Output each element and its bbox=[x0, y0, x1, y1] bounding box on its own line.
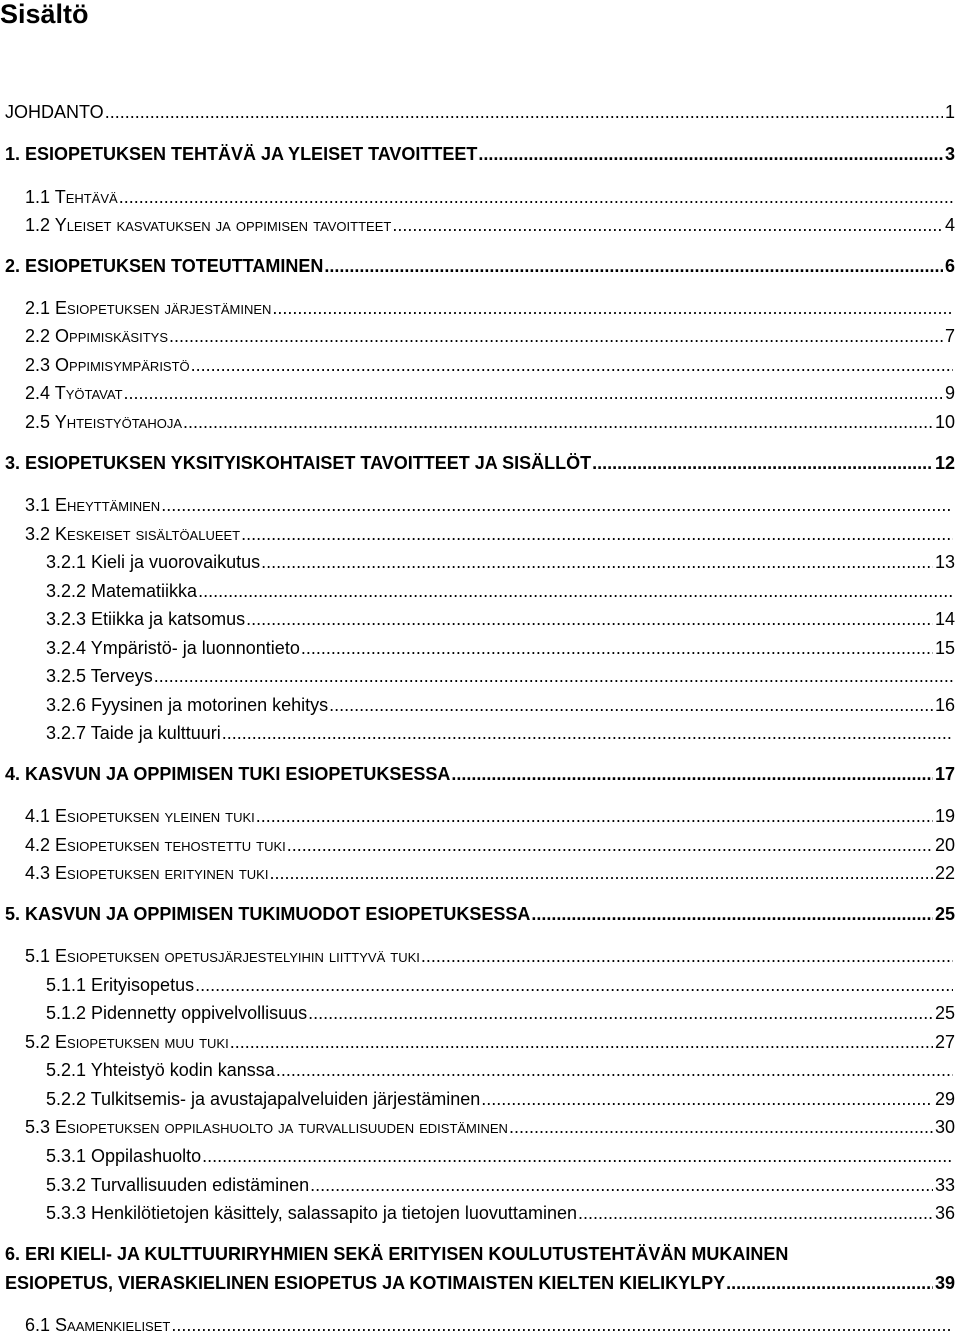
toc-leader-dots bbox=[124, 380, 943, 406]
toc-page-number: 22 bbox=[934, 863, 955, 883]
toc-entry[interactable] bbox=[5, 1270, 955, 1296]
toc-leader-dots bbox=[246, 606, 933, 632]
toc-leader-dots bbox=[202, 1143, 953, 1169]
toc-leader-dots bbox=[301, 635, 933, 661]
toc-entry[interactable] bbox=[25, 1312, 955, 1338]
toc-leader-dots bbox=[531, 901, 933, 927]
toc-entry-title: 4.2 Esiopetuksen tehostettu tuki bbox=[25, 835, 286, 855]
toc-page-number: 12 bbox=[934, 453, 955, 473]
toc-entry[interactable] bbox=[5, 99, 955, 125]
toc-entry[interactable] bbox=[46, 720, 955, 746]
toc-entry[interactable] bbox=[46, 635, 955, 661]
toc-entry-title: 3.2 Keskeiset sisältöalueet bbox=[25, 524, 241, 544]
toc-leader-dots bbox=[222, 720, 953, 746]
toc-entry-title: 5.3 Esiopetuksen oppilashuolto ja turvallisuuden edistäminen bbox=[25, 1117, 508, 1137]
toc-leader-dots bbox=[161, 492, 953, 518]
toc-entry[interactable] bbox=[46, 1143, 955, 1169]
toc-entry-title: 4.3 Esiopetuksen erityinen tuki bbox=[25, 863, 269, 883]
toc-entry-title: 2.4 Työtavat bbox=[25, 383, 123, 403]
toc-entry-title: 6.1 Saamenkieliset bbox=[25, 1315, 171, 1335]
toc-entry-title: 2.1 Esiopetuksen järjestäminen bbox=[25, 298, 272, 318]
toc-entry-title: 1.2 Yleiset kasvatuksen ja oppimisen tavoitteet bbox=[25, 215, 392, 235]
toc-leader-dots bbox=[478, 141, 943, 167]
toc-entry[interactable] bbox=[5, 141, 955, 167]
toc-entry-title: 5.1.2 Pidennetty oppivelvollisuus bbox=[46, 1003, 308, 1023]
toc-page-number: 4 bbox=[944, 215, 955, 235]
toc-entry[interactable] bbox=[46, 692, 955, 718]
toc-leader-dots bbox=[421, 943, 953, 969]
toc-leader-dots bbox=[578, 1200, 933, 1226]
toc-entry[interactable] bbox=[25, 492, 955, 518]
toc-leader-dots bbox=[191, 352, 953, 378]
toc-leader-dots bbox=[308, 1000, 933, 1026]
toc-entry[interactable] bbox=[5, 450, 955, 476]
toc-entry[interactable] bbox=[25, 1029, 955, 1055]
toc-entry[interactable] bbox=[5, 253, 955, 279]
toc-entry[interactable] bbox=[25, 184, 955, 210]
toc-entry-title: 3.2.3 Etiikka ja katsomus bbox=[46, 609, 246, 629]
toc-page-number: 25 bbox=[934, 1003, 955, 1023]
toc-leader-dots bbox=[287, 832, 933, 858]
toc-leader-dots bbox=[276, 1057, 953, 1083]
toc-leader-dots bbox=[171, 1312, 953, 1338]
toc-entry[interactable] bbox=[46, 549, 955, 575]
toc-entry-title: 1. ESIOPETUKSEN TEHTÄVÄ JA YLEISET TAVOITTEET bbox=[5, 144, 478, 164]
toc-entry-title: 2. ESIOPETUKSEN TOTEUTTAMINEN bbox=[5, 256, 324, 276]
toc-leader-dots bbox=[272, 295, 953, 321]
toc-entry[interactable] bbox=[46, 663, 955, 689]
toc-page-number: 14 bbox=[934, 609, 955, 629]
toc-entry[interactable] bbox=[25, 380, 955, 406]
toc-leader-dots bbox=[451, 761, 933, 787]
toc-entry-title: 6. ERI KIELI- JA KULTTUURIRYHMIEN SEKÄ ERITYISEN KOULUTUSTEHTÄVÄN MUKAINEN bbox=[5, 1244, 789, 1264]
toc-entry[interactable] bbox=[46, 578, 955, 604]
toc-page-number: 10 bbox=[934, 412, 955, 432]
toc-entry[interactable] bbox=[5, 901, 955, 927]
toc-leader-dots bbox=[726, 1270, 933, 1296]
toc-entry[interactable] bbox=[46, 606, 955, 632]
toc-page-number: 27 bbox=[934, 1032, 955, 1052]
toc-entry-title: 3.2.7 Taide ja kulttuuri bbox=[46, 723, 221, 743]
toc-entry-title: 2.3 Oppimisympäristö bbox=[25, 355, 190, 375]
toc-page-number: 15 bbox=[934, 638, 955, 658]
toc-entry-title: 5.3.1 Oppilashuolto bbox=[46, 1146, 202, 1166]
toc-page-number: 16 bbox=[934, 695, 955, 715]
toc-entry-title: ESIOPETUS, VIERASKIELINEN ESIOPETUS JA KOTIMAISTEN KIELTEN KIELIKYLPY bbox=[5, 1273, 726, 1293]
toc-leader-dots bbox=[154, 663, 953, 689]
toc-leader-dots bbox=[509, 1114, 933, 1140]
toc-leader-dots bbox=[329, 692, 933, 718]
toc-leader-dots bbox=[169, 323, 943, 349]
toc-entry-title: 4. KASVUN JA OPPIMISEN TUKI ESIOPETUKSESSA bbox=[5, 764, 451, 784]
toc-page-number: 3 bbox=[944, 144, 955, 164]
toc-leader-dots bbox=[119, 184, 953, 210]
toc-leader-dots bbox=[269, 860, 933, 886]
toc-entry[interactable] bbox=[46, 1000, 955, 1026]
toc-leader-dots bbox=[195, 972, 953, 998]
toc-entry[interactable] bbox=[46, 1057, 955, 1083]
toc-entry[interactable] bbox=[25, 1114, 955, 1140]
toc-leader-dots bbox=[256, 803, 933, 829]
toc-leader-dots bbox=[105, 99, 943, 125]
toc-leader-dots bbox=[241, 521, 953, 547]
toc-entry-title: 3.2.6 Fyysinen ja motorinen kehitys bbox=[46, 695, 329, 715]
toc-entry-title: JOHDANTO bbox=[5, 102, 104, 122]
page-title: Sisältö bbox=[0, 0, 89, 29]
toc-entry-title: 5.2.1 Yhteistyö kodin kanssa bbox=[46, 1060, 275, 1080]
toc-entry-title: 2.5 Yhteistyötahoja bbox=[25, 412, 183, 432]
toc-entry-title: 5.1.1 Erityisopetus bbox=[46, 975, 195, 995]
toc-page-number: 13 bbox=[934, 552, 955, 572]
toc-entry-title: 5.2.2 Tulkitsemis- ja avustajapalveluiden järjestäminen bbox=[46, 1089, 481, 1109]
toc-page-number: 20 bbox=[934, 835, 955, 855]
toc-page-number: 1 bbox=[944, 102, 955, 122]
toc-entry[interactable] bbox=[46, 1086, 955, 1112]
toc-entry-title: 5.2 Esiopetuksen muu tuki bbox=[25, 1032, 229, 1052]
toc-entry[interactable] bbox=[46, 972, 955, 998]
toc-entry-title: 5.3.3 Henkilötietojen käsittely, salassapito ja tietojen luovuttaminen bbox=[46, 1203, 577, 1223]
toc-leader-dots bbox=[198, 578, 953, 604]
toc-leader-dots bbox=[230, 1029, 933, 1055]
toc-entry[interactable] bbox=[25, 521, 955, 547]
toc-entry[interactable] bbox=[25, 212, 955, 238]
toc-leader-dots bbox=[481, 1086, 933, 1112]
toc-page-number: 36 bbox=[934, 1203, 955, 1223]
toc-entry-title: 2.2 Oppimiskäsitys bbox=[25, 326, 168, 346]
toc-page-number: 25 bbox=[934, 904, 955, 924]
toc-entry[interactable] bbox=[46, 1200, 955, 1226]
toc-entry[interactable] bbox=[25, 409, 955, 435]
toc-entry-title: 5.3.2 Turvallisuuden edistäminen bbox=[46, 1175, 310, 1195]
toc-page-number: 19 bbox=[934, 806, 955, 826]
toc-page-number: 29 bbox=[934, 1089, 955, 1109]
toc-page-number: 17 bbox=[934, 764, 955, 784]
toc-entry-title: 3.2.5 Terveys bbox=[46, 666, 153, 686]
toc-page-number: 30 bbox=[934, 1117, 955, 1137]
toc-leader-dots bbox=[324, 253, 943, 279]
toc-entry-title: 3.1 Eheyttäminen bbox=[25, 495, 161, 515]
toc-entry[interactable] bbox=[25, 295, 955, 321]
toc-leader-dots bbox=[261, 549, 933, 575]
toc-page-number: 33 bbox=[934, 1175, 955, 1195]
toc-entry[interactable] bbox=[25, 352, 955, 378]
toc-leader-dots bbox=[392, 212, 943, 238]
toc-entry[interactable] bbox=[25, 832, 955, 858]
toc-page-number: 6 bbox=[944, 256, 955, 276]
toc-entry[interactable] bbox=[25, 943, 955, 969]
toc-page-number: 7 bbox=[944, 326, 955, 346]
toc-entry-title: 5. KASVUN JA OPPIMISEN TUKIMUODOT ESIOPETUKSESSA bbox=[5, 904, 531, 924]
toc-leader-dots bbox=[183, 409, 933, 435]
toc-entry[interactable] bbox=[25, 323, 955, 349]
toc-page-number: 9 bbox=[944, 383, 955, 403]
toc-entry-title: 3.2.2 Matematiikka bbox=[46, 581, 198, 601]
toc-entry-title: 4.1 Esiopetuksen yleinen tuki bbox=[25, 806, 255, 826]
toc-entry[interactable] bbox=[25, 860, 955, 886]
toc-entry-title: 5.1 Esiopetuksen opetusjärjestelyihin liittyvä tuki bbox=[25, 946, 420, 966]
toc-entry-title: 1.1 Tehtävä bbox=[25, 187, 118, 207]
toc-entry[interactable] bbox=[46, 1172, 955, 1198]
toc-entry[interactable] bbox=[5, 1241, 955, 1267]
toc-page-number: 39 bbox=[934, 1273, 955, 1293]
toc-leader-dots bbox=[310, 1172, 933, 1198]
toc-entry-title: 3. ESIOPETUKSEN YKSITYISKOHTAISET TAVOITTEET JA SISÄLLÖT bbox=[5, 453, 592, 473]
toc-entry-title: 3.2.1 Kieli ja vuorovaikutus bbox=[46, 552, 261, 572]
toc-leader-dots bbox=[592, 450, 933, 476]
toc-entry-title: 3.2.4 Ympäristö- ja luonnontieto bbox=[46, 638, 300, 658]
toc-entry[interactable] bbox=[25, 803, 955, 829]
toc-entry[interactable] bbox=[5, 761, 955, 787]
